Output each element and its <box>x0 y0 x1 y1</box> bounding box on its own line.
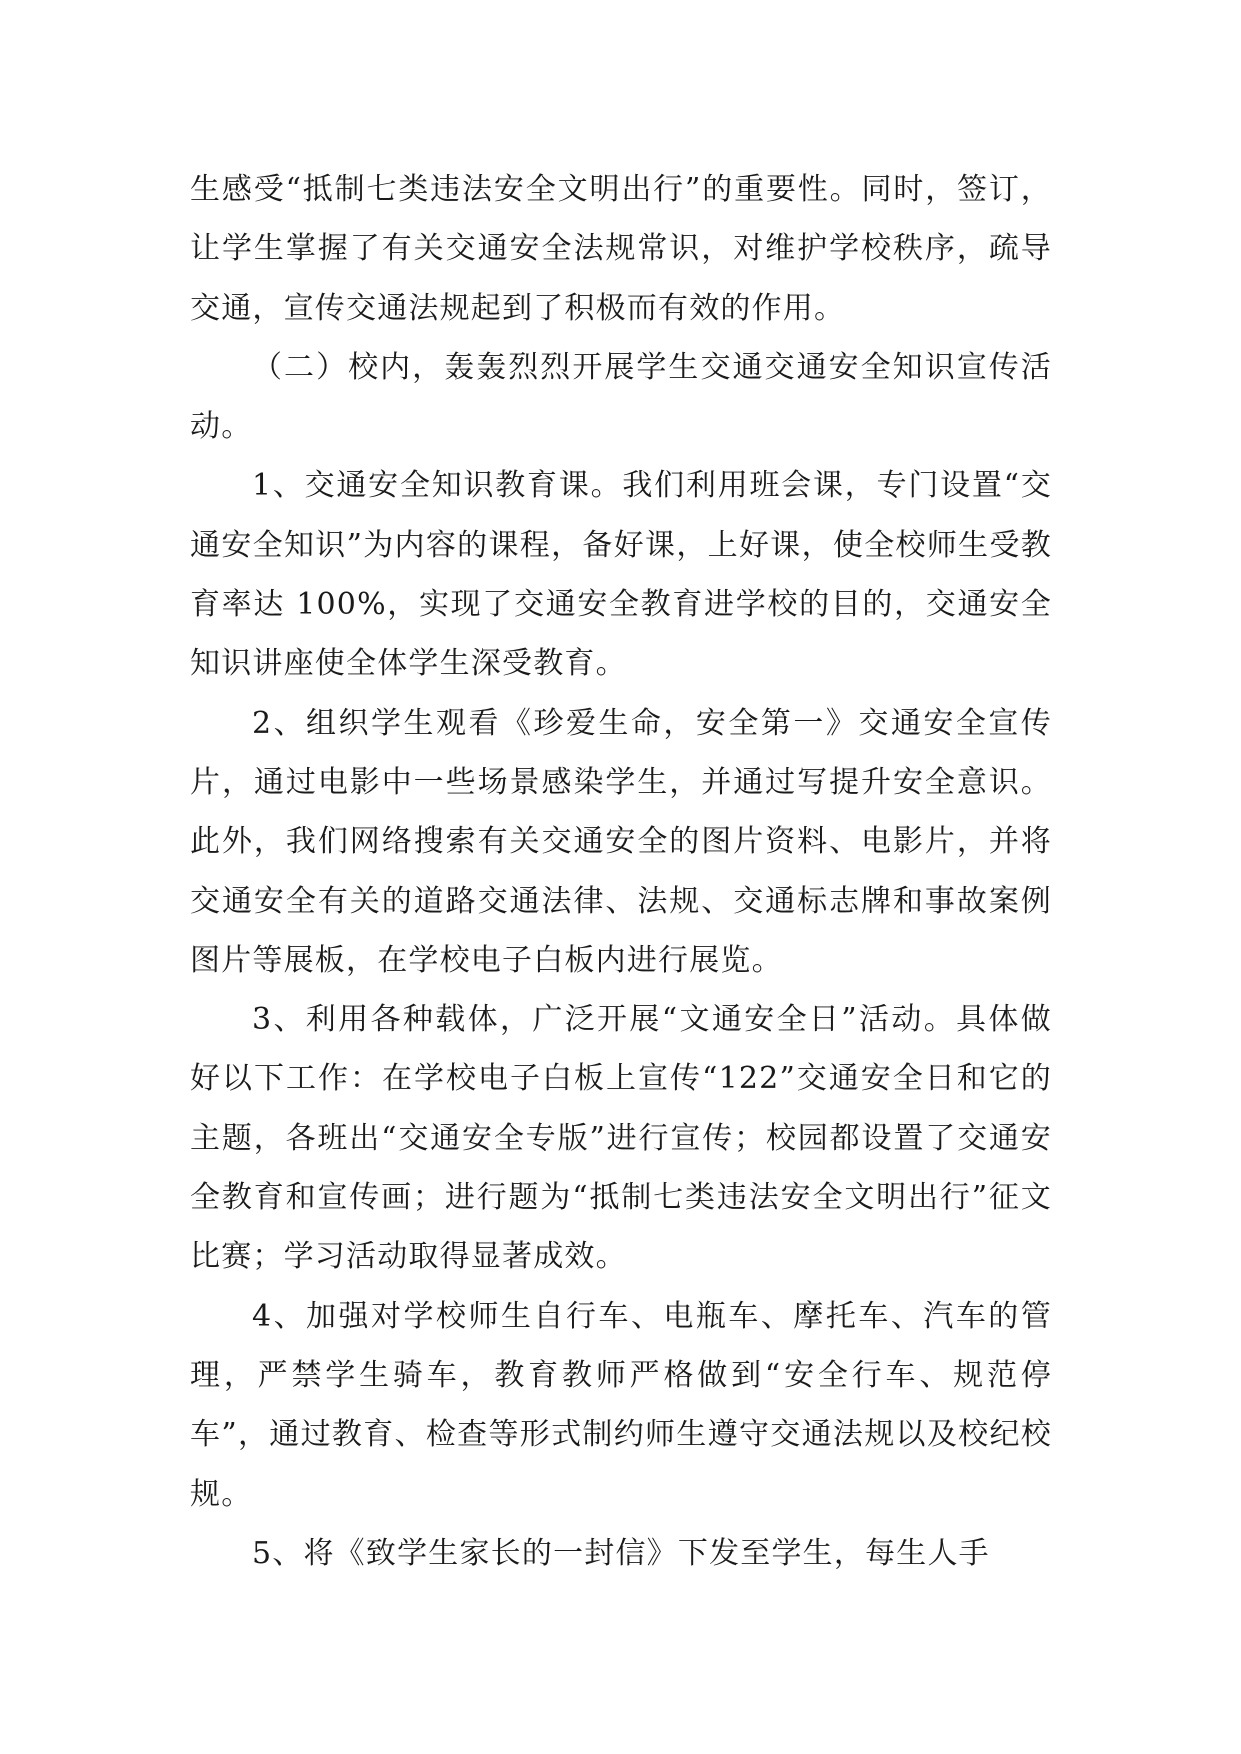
paragraph-continuation: 生感受“抵制七类违法安全文明出行”的重要性。同时，签订，让学生掌握了有关交通安全法规常识，对维护学校秩序，疏导交通，宣传交通法规起到了积极而有效的作用。 <box>190 172 1052 326</box>
paragraph-item-3: 3、利用各种载体，广泛开展“文通安全日”活动。具体做好以下工作：在学校电子白板上宣传“122”交通安全日和它的主题，各班出“交通安全专版”进行宣传；校园都设置了交通安全教育和宣传画；进行题为“抵制七类违法安全文明出行”征文比赛；学习活动取得显著成效。 <box>190 1002 1052 1275</box>
paragraph-item-4: 4、加强对学校师生自行车、电瓶车、摩托车、汽车的管理，严禁学生骑车，教育教师严格做到“安全行车、规范停车”，通过教育、检查等形式制约师生遵守交通法规以及校纪校规。 <box>190 1298 1052 1512</box>
paragraph-section-heading: （二）校内，轰轰烈烈开展学生交通交通安全知识宣传活动。 <box>190 349 1052 445</box>
paragraph-item-1: 1、交通安全知识教育课。我们利用班会课，专门设置“交通安全知识”为内容的课程，备好课，上好课，使全校师生受教育率达 100%，实现了交通安全教育进学校的目的，交通安全知识讲座使全体学生深受教育。 <box>190 468 1052 682</box>
document-body <box>190 160 1052 1583</box>
paragraph-item-2: 2、组织学生观看《珍爱生命，安全第一》交通安全宣传片，通过电影中一些场景感染学生，并通过写提升安全意识。此外，我们网络搜索有关交通安全的图片资料、电影片，并将交通安全有关的道路交通法律、法规、交通标志牌和事故案例图片等展板，在学校电子白板内进行展览。 <box>190 705 1052 978</box>
paragraph-item-5: 5、将《致学生家长的一封信》下发至学生，每生人手 <box>252 1535 990 1571</box>
